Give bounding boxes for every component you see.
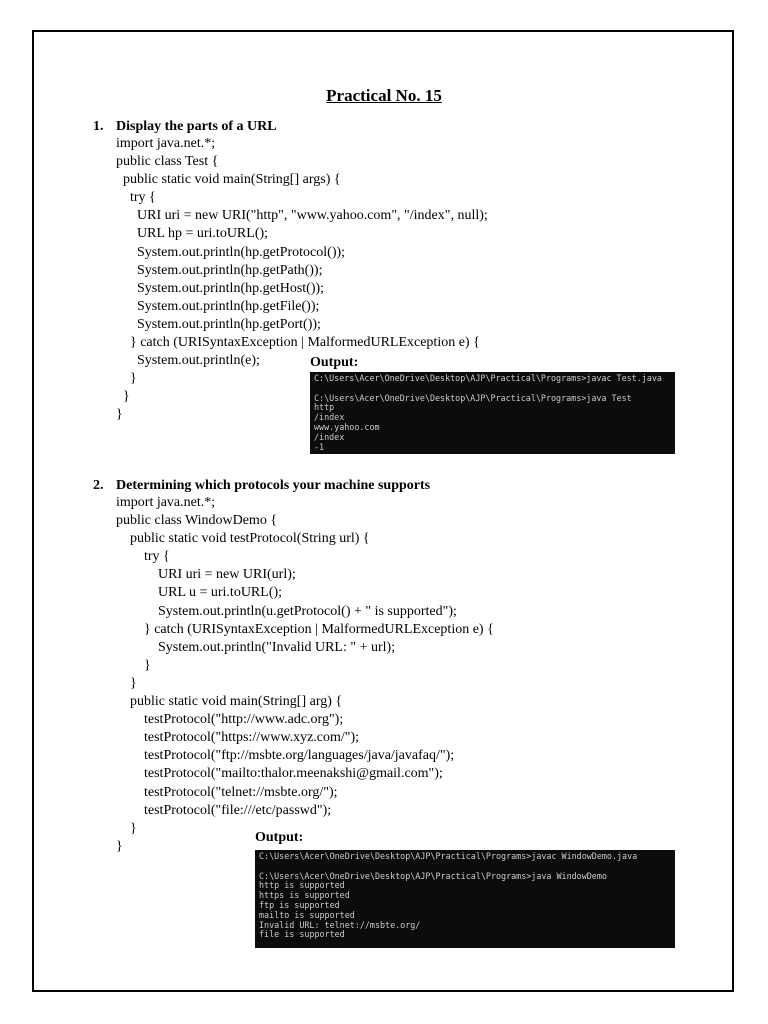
code-line: } xyxy=(116,407,123,423)
console-line: C:\Users\Acer\OneDrive\Desktop\AJP\Practical\Programs>javac Test.java xyxy=(314,373,662,383)
console-line: C:\Users\Acer\OneDrive\Desktop\AJP\Practical\Programs>javac WindowDemo.java xyxy=(259,851,638,861)
code-line: } xyxy=(116,820,137,836)
section-1-console-output xyxy=(310,372,675,454)
code-line: testProtocol("telnet://msbte.org/"); xyxy=(116,784,338,800)
code-line: testProtocol("https://www.xyz.com/"); xyxy=(116,730,360,746)
section-2-console-output xyxy=(255,850,675,948)
code-line: testProtocol("ftp://msbte.org/languages/java/javafaq/"); xyxy=(116,748,455,764)
code-line: } catch (URISyntaxException | MalformedURLException e) { xyxy=(116,621,494,637)
code-line: } xyxy=(116,389,130,405)
console-line: file is supported xyxy=(259,929,345,940)
console-line: http xyxy=(314,402,335,413)
console-line: www.yahoo.com xyxy=(314,421,380,432)
code-line: System.out.println(u.getProtocol() + " is supported"); xyxy=(116,603,457,619)
section-1-number: 1. xyxy=(93,119,104,134)
console-line: C:\Users\Acer\OneDrive\Desktop\AJP\Practical\Programs>java WindowDemo xyxy=(259,870,607,881)
code-line: public static void main(String[] arg) { xyxy=(116,694,343,710)
code-line: URL hp = uri.toURL(); xyxy=(116,226,269,242)
code-line: public class Test { xyxy=(116,154,219,170)
code-line: URI uri = new URI("http", "www.yahoo.com", "/index", null); xyxy=(116,208,488,224)
code-line: import java.net.*; xyxy=(116,136,216,151)
code-line: System.out.println(hp.getPath()); xyxy=(116,262,323,278)
code-line: public class WindowDemo { xyxy=(116,513,278,529)
console-line: Invalid URL: telnet://msbte.org/ xyxy=(259,919,421,930)
code-line: public static void main(String[] args) { xyxy=(116,172,341,188)
console-line: ftp is supported xyxy=(259,899,340,910)
code-line: System.out.println(hp.getPort()); xyxy=(116,316,321,332)
code-line: } catch (URISyntaxException | MalformedURLException e) { xyxy=(116,335,480,351)
section-1-heading: Display the parts of a URL xyxy=(116,119,277,134)
code-line: testProtocol("mailto:thalor.meenakshi@gmail.com"); xyxy=(116,766,443,782)
section-1-output-label: Output: xyxy=(310,355,359,370)
code-line: } xyxy=(116,838,123,854)
code-line: try { xyxy=(116,549,170,565)
code-line: testProtocol("http://www.adc.org"); xyxy=(116,712,344,728)
code-line: System.out.println(hp.getProtocol()); xyxy=(116,244,346,260)
code-line: System.out.println(e); xyxy=(116,353,260,369)
section-2-number: 2. xyxy=(93,478,104,493)
section-2-heading: Determining which protocols your machine supports xyxy=(116,478,431,493)
console-line: C:\Users\Acer\OneDrive\Desktop\AJP\Practical\Programs>java Test xyxy=(314,392,632,403)
console-line: /index xyxy=(314,431,345,442)
console-line: -1 xyxy=(314,441,325,452)
code-line: URL u = uri.toURL(); xyxy=(116,585,283,601)
console-line: https is supported xyxy=(259,890,350,901)
console-line: mailto is supported xyxy=(259,909,355,920)
code-line: } xyxy=(116,657,151,673)
console-line: /index xyxy=(314,412,345,423)
code-line: public static void testProtocol(String url) { xyxy=(116,531,370,547)
code-line: System.out.println("Invalid URL: " + url); xyxy=(116,639,396,655)
page-title: Practical No. 15 xyxy=(326,86,442,105)
code-line: System.out.println(hp.getHost()); xyxy=(116,280,325,296)
code-line: System.out.println(hp.getFile()); xyxy=(116,298,320,314)
code-line: testProtocol("file:///etc/passwd"); xyxy=(116,802,332,818)
code-line: } xyxy=(116,371,137,387)
code-line: try { xyxy=(116,190,156,206)
code-line: import java.net.*; xyxy=(116,495,216,510)
section-2-output-label: Output: xyxy=(255,830,304,845)
section-2-code xyxy=(116,494,494,856)
console-line: http is supported xyxy=(259,880,345,891)
code-line: URI uri = new URI(url); xyxy=(116,567,296,583)
code-line: } xyxy=(116,675,137,691)
